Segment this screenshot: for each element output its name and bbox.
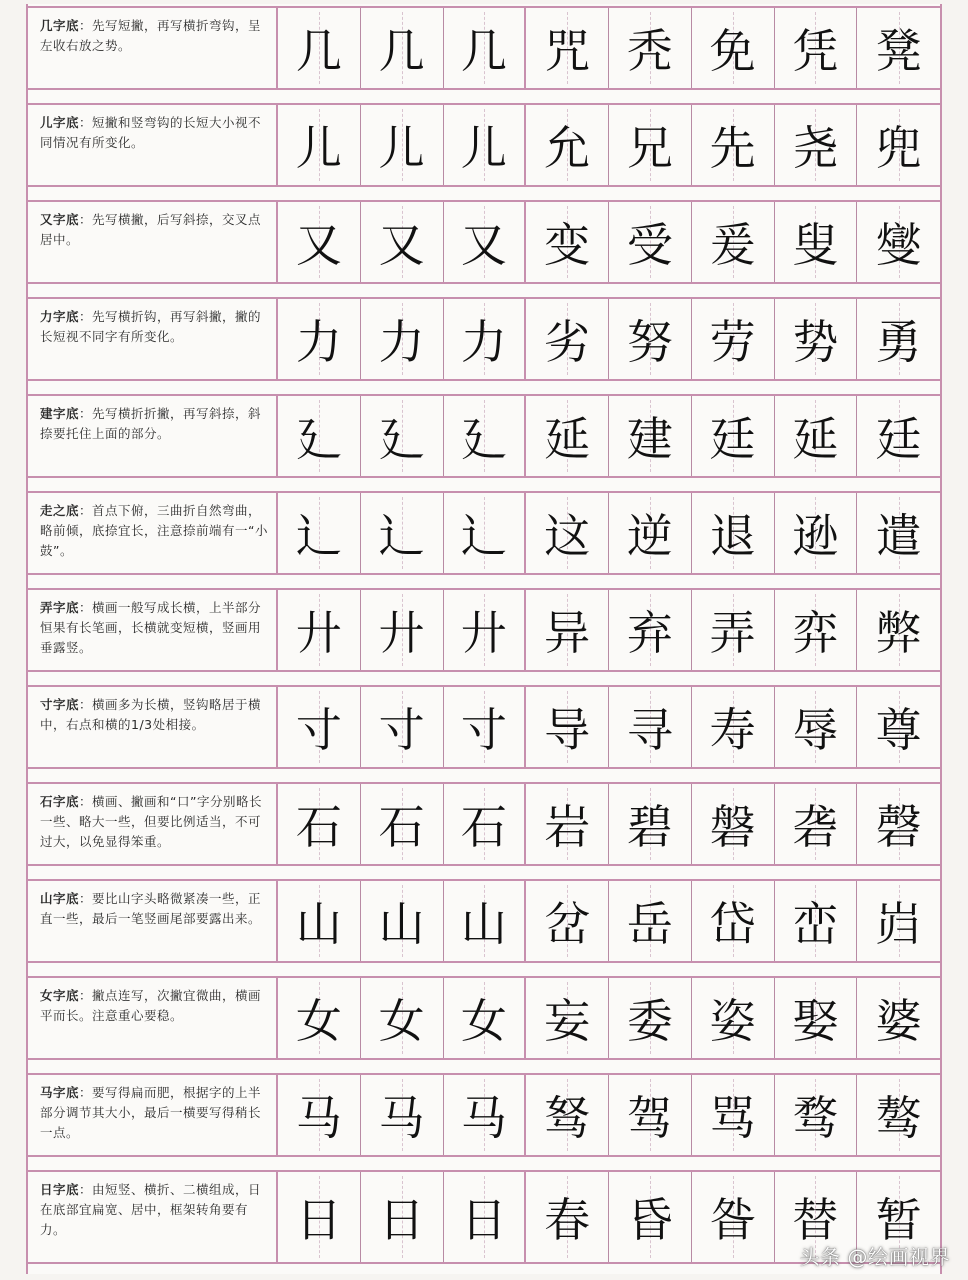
radical-demo-cell <box>361 687 444 767</box>
radical-demo-cell <box>361 784 444 864</box>
radical-demo-cell <box>444 784 527 864</box>
example-character: 允 <box>544 121 591 175</box>
example-character: 骂 <box>709 1091 756 1145</box>
radical-demo-cell <box>278 493 361 573</box>
radical-demo-cell <box>444 978 527 1058</box>
radical-demo-cell <box>444 396 527 476</box>
radical-demo-cell <box>278 978 361 1058</box>
example-character: 建 <box>626 412 673 466</box>
example-character-cell <box>692 105 775 185</box>
radical-glyph: 儿 <box>295 121 342 175</box>
radical-demo-cell <box>278 1172 361 1262</box>
example-character: 免 <box>709 24 756 78</box>
example-character-cell <box>526 881 609 961</box>
example-character-cell <box>526 8 609 88</box>
radical-demo-cell <box>361 493 444 573</box>
example-character-cell <box>775 1075 858 1155</box>
radical-glyph: 辶 <box>295 509 342 563</box>
radical-glyph: 辶 <box>460 509 507 563</box>
example-character-cell <box>526 784 609 864</box>
radical-title: 走之底 <box>40 503 80 518</box>
radical-glyph: 辶 <box>378 509 425 563</box>
radical-rule-text: ：首点下俯，三曲折自然弯曲，略前倾，底捺宜长，注意捺前端有一“小鼓”。 <box>40 503 268 558</box>
example-character-cell <box>857 105 940 185</box>
example-character: 秃 <box>626 24 673 78</box>
radical-title: 山字底 <box>40 891 80 906</box>
example-character-cell <box>692 1075 775 1155</box>
example-character-cell <box>857 784 940 864</box>
radical-demo-cell <box>361 299 444 379</box>
example-character-cell <box>692 881 775 961</box>
example-character-cell <box>775 105 858 185</box>
example-character: 劣 <box>544 315 591 369</box>
radical-demo-cell <box>278 1075 361 1155</box>
radical-demo-cell <box>444 881 527 961</box>
radical-glyph: 又 <box>295 218 342 272</box>
example-character-cell <box>526 493 609 573</box>
radical-demo-cell <box>278 105 361 185</box>
radical-row <box>28 1073 940 1157</box>
radical-rule-text: ：要写得扁而肥，根据字的上半部分调节其大小，最后一横要写得稍长一点。 <box>40 1085 262 1140</box>
example-character: 岩 <box>544 800 591 854</box>
example-character: 这 <box>544 509 591 563</box>
example-character: 凭 <box>792 24 839 78</box>
radical-demo-cell <box>278 8 361 88</box>
radical-glyph: 力 <box>378 315 425 369</box>
example-character-cell <box>857 299 940 379</box>
radical-glyph: 廴 <box>460 412 507 466</box>
example-character-cell <box>526 105 609 185</box>
example-character: 凳 <box>875 24 922 78</box>
radical-glyph: 日 <box>460 1193 507 1247</box>
radical-row <box>28 394 940 478</box>
example-character: 勇 <box>875 315 922 369</box>
radical-glyph: 山 <box>295 897 342 951</box>
radical-demo-cell <box>361 105 444 185</box>
example-character: 延 <box>792 412 839 466</box>
example-character: 砻 <box>792 800 839 854</box>
example-character-cell <box>857 590 940 670</box>
example-character-cell <box>609 881 692 961</box>
example-character: 先 <box>709 121 756 175</box>
radical-glyph: 女 <box>460 994 507 1048</box>
example-character-cell <box>692 590 775 670</box>
example-character: 逆 <box>626 509 673 563</box>
radical-glyph: 几 <box>460 24 507 78</box>
radical-row <box>28 6 940 90</box>
radical-title: 日字底 <box>40 1182 80 1197</box>
example-character-cell <box>857 202 940 282</box>
practice-sheet <box>26 4 942 1274</box>
radical-glyph: 寸 <box>460 703 507 757</box>
radical-glyph: 又 <box>378 218 425 272</box>
example-character: 骛 <box>792 1091 839 1145</box>
radical-row <box>28 879 940 963</box>
example-character: 努 <box>626 315 673 369</box>
example-character-cell <box>857 396 940 476</box>
radical-demo-cell <box>444 1172 527 1262</box>
radical-glyph: 廴 <box>295 412 342 466</box>
radical-demo-cell <box>278 590 361 670</box>
example-character-cell <box>692 202 775 282</box>
radical-row <box>28 491 940 575</box>
example-character-cell <box>692 8 775 88</box>
example-character: 妄 <box>544 994 591 1048</box>
radical-glyph: 力 <box>460 315 507 369</box>
example-character-cell <box>857 1075 940 1155</box>
example-character-cell <box>857 881 940 961</box>
example-character: 替 <box>792 1193 839 1247</box>
example-character-cell <box>775 8 858 88</box>
example-character: 驽 <box>544 1091 591 1145</box>
radical-description <box>28 8 278 88</box>
radical-rule-text: ：横画、撇画和“口”字分别略长一些、略大一些，但要比例适当，不可过大，以免显得笨重。 <box>40 794 262 849</box>
radical-description <box>28 590 278 670</box>
radical-demo-cell <box>444 105 527 185</box>
radical-row <box>28 782 940 866</box>
example-character: 廷 <box>709 412 756 466</box>
radical-demo-cell <box>278 202 361 282</box>
radical-description <box>28 299 278 379</box>
example-character: 岿 <box>875 897 922 951</box>
radical-title: 力字底 <box>40 309 80 324</box>
radical-glyph: 山 <box>378 897 425 951</box>
radical-rule-text: ：横画一般写成长横，上半部分恒果有长笔画，长横就变短横，竖画用垂露竖。 <box>40 600 262 655</box>
radical-description <box>28 105 278 185</box>
radical-title: 弄字底 <box>40 600 80 615</box>
example-character: 燮 <box>875 218 922 272</box>
radical-title: 马字底 <box>40 1085 80 1100</box>
radical-demo-cell <box>278 687 361 767</box>
example-character: 兄 <box>626 121 673 175</box>
radical-glyph: 廴 <box>378 412 425 466</box>
watermark: 头条 @绘画视界 <box>799 1245 950 1269</box>
radical-demo-cell <box>444 299 527 379</box>
radical-description <box>28 784 278 864</box>
example-character: 委 <box>626 994 673 1048</box>
radical-demo-cell <box>278 881 361 961</box>
radical-rule-text: ：先写短撇，再写横折弯钩，呈左收右放之势。 <box>40 18 262 53</box>
example-character-cell <box>526 978 609 1058</box>
example-character-cell <box>526 1075 609 1155</box>
example-character-cell <box>609 978 692 1058</box>
example-character-cell <box>526 687 609 767</box>
radical-glyph: 石 <box>378 800 425 854</box>
example-character: 弊 <box>875 606 922 660</box>
example-character: 娶 <box>792 994 839 1048</box>
radical-demo-cell <box>444 687 527 767</box>
example-character: 延 <box>544 412 591 466</box>
example-character: 尧 <box>792 121 839 175</box>
radical-glyph: 又 <box>460 218 507 272</box>
example-character: 退 <box>709 509 756 563</box>
radical-demo-cell <box>444 8 527 88</box>
example-character-cell <box>609 687 692 767</box>
radical-glyph: 女 <box>378 994 425 1048</box>
example-character: 辱 <box>792 703 839 757</box>
example-character: 寿 <box>709 703 756 757</box>
example-character-cell <box>775 687 858 767</box>
radical-title: 几字底 <box>40 18 80 33</box>
example-character-cell <box>775 396 858 476</box>
example-character: 昝 <box>709 1193 756 1247</box>
radical-glyph: 石 <box>460 800 507 854</box>
radical-row <box>28 200 940 284</box>
example-character-cell <box>775 299 858 379</box>
radical-glyph: 几 <box>378 24 425 78</box>
radical-glyph: 儿 <box>460 121 507 175</box>
example-character: 廷 <box>875 412 922 466</box>
example-character-cell <box>692 978 775 1058</box>
example-character-cell <box>692 687 775 767</box>
radical-demo-cell <box>444 202 527 282</box>
radical-glyph: 寸 <box>295 703 342 757</box>
radical-glyph: 寸 <box>378 703 425 757</box>
example-character-cell <box>526 299 609 379</box>
example-character-cell <box>692 299 775 379</box>
example-character-cell <box>857 978 940 1058</box>
example-character: 寻 <box>626 703 673 757</box>
radical-row <box>28 588 940 672</box>
radical-demo-cell <box>444 493 527 573</box>
example-character: 逊 <box>792 509 839 563</box>
example-character-cell <box>609 1075 692 1155</box>
radical-demo-cell <box>361 590 444 670</box>
example-character: 导 <box>544 703 591 757</box>
example-character: 姿 <box>709 994 756 1048</box>
radical-glyph: 几 <box>295 24 342 78</box>
example-character: 弈 <box>792 606 839 660</box>
radical-demo-cell <box>278 299 361 379</box>
radical-glyph: 马 <box>460 1091 507 1145</box>
radical-description <box>28 1075 278 1155</box>
example-character: 弄 <box>709 606 756 660</box>
example-character-cell <box>526 202 609 282</box>
example-character: 暂 <box>875 1193 922 1247</box>
radical-row <box>28 976 940 1060</box>
radical-rule-text: ：要比山字头略微紧凑一些，正直一些，最后一笔竖画尾部要露出来。 <box>40 891 262 926</box>
radical-demo-cell <box>361 1075 444 1155</box>
radical-title: 建字底 <box>40 406 80 421</box>
radical-glyph: 日 <box>378 1193 425 1247</box>
example-character-cell <box>609 202 692 282</box>
radical-demo-cell <box>361 881 444 961</box>
example-character-cell <box>692 784 775 864</box>
example-character: 婆 <box>875 994 922 1048</box>
example-character-cell <box>526 590 609 670</box>
radical-glyph: 廾 <box>378 606 425 660</box>
radical-description <box>28 687 278 767</box>
example-character-cell <box>692 493 775 573</box>
example-character-cell <box>775 202 858 282</box>
example-character: 磬 <box>875 800 922 854</box>
example-character: 变 <box>544 218 591 272</box>
radical-demo-cell <box>361 202 444 282</box>
example-character: 岱 <box>709 897 756 951</box>
radical-description <box>28 1172 278 1262</box>
radical-demo-cell <box>278 784 361 864</box>
radical-title: 寸字底 <box>40 697 80 712</box>
radical-demo-cell <box>444 590 527 670</box>
example-character-cell <box>609 299 692 379</box>
example-character: 兜 <box>875 121 922 175</box>
example-character: 碧 <box>626 800 673 854</box>
radical-description <box>28 396 278 476</box>
example-character: 受 <box>626 218 673 272</box>
example-character-cell <box>609 396 692 476</box>
radical-glyph: 山 <box>460 897 507 951</box>
radical-demo-cell <box>361 396 444 476</box>
example-character: 春 <box>544 1193 591 1247</box>
radical-demo-cell <box>361 8 444 88</box>
radical-rule-text: ：横画多为长横，竖钩略居于横中，右点和横的1/3处相接。 <box>40 697 262 732</box>
radical-rule-text: ：短撇和竖弯钩的长短大小视不同情况有所变化。 <box>40 115 262 150</box>
radical-glyph: 女 <box>295 994 342 1048</box>
example-character: 弃 <box>626 606 673 660</box>
example-character-cell <box>692 1172 775 1262</box>
example-character-cell <box>609 105 692 185</box>
example-character: 岳 <box>626 897 673 951</box>
example-character-cell <box>526 1172 609 1262</box>
radical-description <box>28 881 278 961</box>
example-character-cell <box>609 784 692 864</box>
example-character: 爰 <box>709 218 756 272</box>
example-character-cell <box>692 396 775 476</box>
radical-description <box>28 202 278 282</box>
example-character: 昏 <box>626 1193 673 1247</box>
radical-demo-cell <box>278 396 361 476</box>
radical-rule-text: ：先写横折钩，再写斜撇，撇的长短视不同字有所变化。 <box>40 309 262 344</box>
radical-title: 又字底 <box>40 212 80 227</box>
radical-glyph: 马 <box>295 1091 342 1145</box>
example-character: 骜 <box>875 1091 922 1145</box>
radical-rule-text: ：先写横撇，后写斜捺，交叉点居中。 <box>40 212 262 247</box>
example-character-cell <box>775 881 858 961</box>
example-character: 尊 <box>875 703 922 757</box>
example-character-cell <box>609 1172 692 1262</box>
example-character: 驾 <box>626 1091 673 1145</box>
example-character: 劳 <box>709 315 756 369</box>
example-character-cell <box>526 396 609 476</box>
example-character-cell <box>857 493 940 573</box>
radical-glyph: 日 <box>295 1193 342 1247</box>
example-character-cell <box>775 590 858 670</box>
radical-glyph: 石 <box>295 800 342 854</box>
radical-rule-text: ：由短竖、横折、二横组成，日在底部宜扁宽、居中，框架转角要有力。 <box>40 1182 262 1237</box>
example-character-cell <box>775 493 858 573</box>
radical-glyph: 廾 <box>295 606 342 660</box>
radical-title: 女字底 <box>40 988 80 1003</box>
radical-demo-cell <box>444 1075 527 1155</box>
example-character-cell <box>609 590 692 670</box>
example-character: 磐 <box>709 800 756 854</box>
radical-glyph: 廾 <box>460 606 507 660</box>
radical-description <box>28 978 278 1058</box>
example-character: 咒 <box>544 24 591 78</box>
example-character: 遣 <box>875 509 922 563</box>
radical-title: 石字底 <box>40 794 80 809</box>
example-character-cell <box>609 8 692 88</box>
example-character-cell <box>609 493 692 573</box>
radical-row <box>28 103 940 187</box>
example-character: 异 <box>544 606 591 660</box>
example-character: 峦 <box>792 897 839 951</box>
example-character: 势 <box>792 315 839 369</box>
radical-row <box>28 685 940 769</box>
example-character: 岔 <box>544 897 591 951</box>
example-character-cell <box>775 978 858 1058</box>
radical-rule-text: ：先写横折折撇，再写斜捺，斜捺要托住上面的部分。 <box>40 406 262 441</box>
example-character: 叟 <box>792 218 839 272</box>
example-character-cell <box>857 687 940 767</box>
radical-glyph: 力 <box>295 315 342 369</box>
radical-title: 儿字底 <box>40 115 80 130</box>
radical-rule-text: ：撇点连写，次撇宜微曲，横画平而长。注意重心要稳。 <box>40 988 262 1023</box>
example-character-cell <box>775 784 858 864</box>
radical-row <box>28 297 940 381</box>
example-character-cell <box>857 8 940 88</box>
radical-description <box>28 493 278 573</box>
radical-glyph: 马 <box>378 1091 425 1145</box>
radical-demo-cell <box>361 978 444 1058</box>
radical-glyph: 儿 <box>378 121 425 175</box>
radical-demo-cell <box>361 1172 444 1262</box>
